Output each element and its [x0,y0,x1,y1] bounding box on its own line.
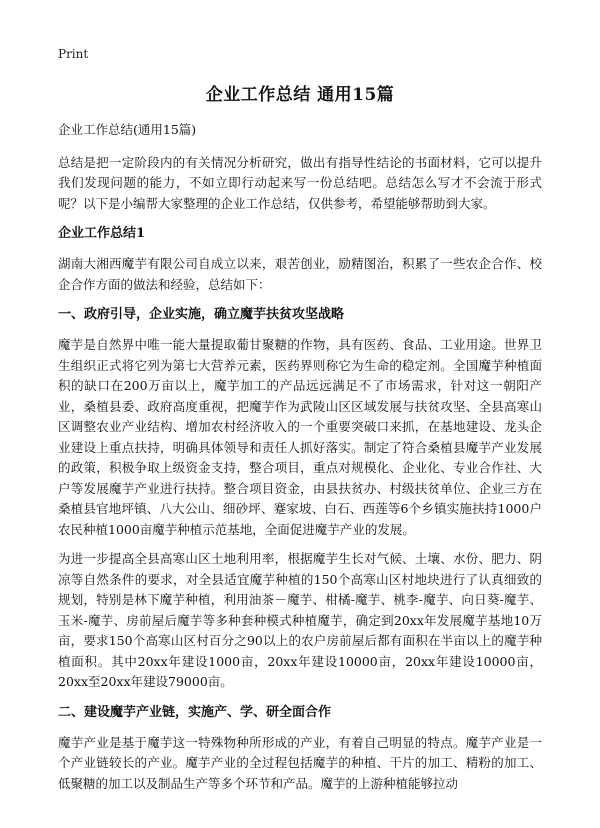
document-subtitle: 企业工作总结(通用15篇) [58,122,197,137]
section-heading-1: 企业工作总结1 [58,226,146,241]
part-heading-2: 二、建设魔芋产业链，实施产、学、研全面合作 [58,704,332,720]
print-link[interactable]: Print [58,47,89,61]
page-title: 企业工作总结 通用15篇 [205,85,395,105]
part-heading-1: 一、政府引导，企业实施，确立魔芋扶贫攻坚战略 [58,307,345,322]
part1-paragraph-1: 魔芋是自然界中唯一能大量提取葡甘聚糖的作物，具有医药、食品、工业用途。世界卫生组织正式将它列为第七大营养元素，医药界则称它为生命的稳定剂。全国魔芋种植面积的缺口在200万亩以上，魔芋加工的产品远远满足不了市场需求，针对这一朝阳产业，桑植县委、政府高度重视，把魔芋作为武陵山区区域发展与扶贫攻坚、全县高寒山区调整农业产业结构、增加农村经济收入的一个重要突破口来抓，在基地建设、龙头企业建设上重点扶持，明确具体领导和责任人抓好落实。制定了符合桑植县魔芋产业发展的政策，积极争取上级资金支持，整合项目，重点对规模化、企业化、专业合作社、大户等发展魔芋产业进行扶持。整合项目资金，由县扶贫办、村级扶贫单位、企业三方在桑植县官地坪镇、八大公山、细砂坪、蹇家坡、白石、西莲等6个乡镇实施扶持1000户农民种植1000亩魔芋种植示范基地，全面促进魔芋产业的发展。 [58,337,542,537]
intro-paragraph: 总结是把一定阶段内的有关情况分析研究，做出有指导性结论的书面材料，它可以提升我们发现问题的能力，不如立即行动起来写一份总结吧。总结怎么写才不会流于形式呢？以下是小编帮大家整理的企业工作总结，仅供参考，希望能够帮助到大家。 [58,154,542,211]
part1-paragraph-2: 为进一步提高全县高寒山区土地利用率，根据魔芋生长对气候、土壤、水份、肥力、阴凉等自然条件的要求，对全县适宜魔芋种植的150个高寒山区村地块进行了认真细致的规划，特别是林下魔芋种植，利用油茶－魔芋、柑橘-魔芋、桃李-魔芋、向日葵-魔芋、玉米-魔芋、房前屋后魔芋等多种套种模式种植魔芋，确定到20xx年发展魔芋基地10万亩，要求150个高寒山区村百分之90以上的农户房前屋后都有面积在半亩以上的魔芋种植面积。其中20xx年建设1000亩，20xx年建设10000亩，20xx年建设10000亩，20xx至20xx年建设79000亩。 [58,551,542,689]
document-body [58,120,542,803]
part2-paragraph-1: 魔芋产业是基于魔芋这一特殊物种所形成的产业，有着自己明显的特点。魔芋产业是一个产业链较长的产业。魔芋产业的全过程包括魔芋的种植、干片的加工、精粉的加工、低聚糖的加工以及制品生产等多个环节和产品。魔芋的上游种植能够拉动 [58,734,542,791]
section-intro-paragraph: 湖南大湘西魔芋有限公司自成立以来，艰苦创业，励精图治，积累了一些农企合作、校企合作方面的做法和经验，总结如下： [58,256,542,292]
